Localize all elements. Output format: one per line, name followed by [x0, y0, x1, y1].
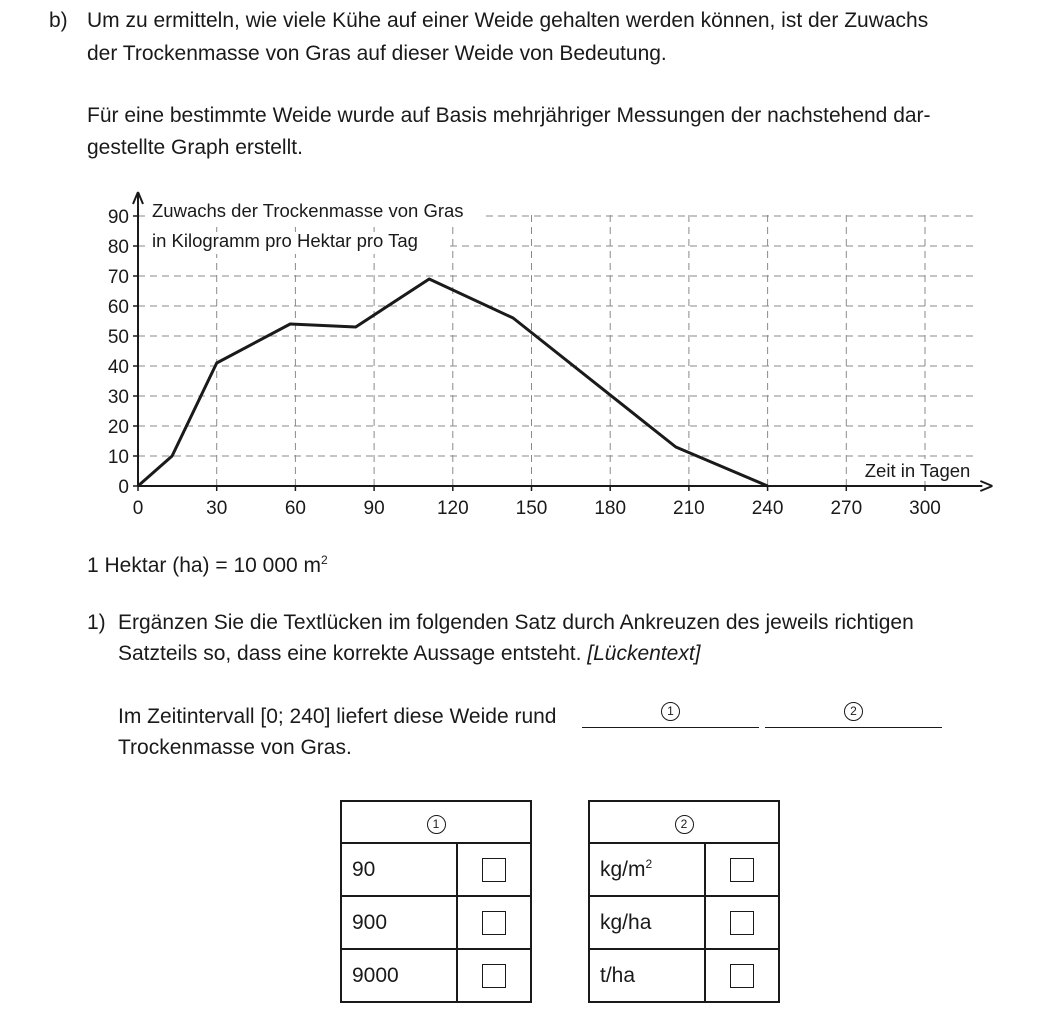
question-line-2: [118, 638, 701, 669]
table-2-checkbox-cell-2: [705, 896, 779, 949]
task-label: b): [49, 9, 68, 32]
table-row: [589, 949, 779, 1002]
table-1-checkbox-cell-2: [457, 896, 531, 949]
x-tick-label: 120: [436, 498, 469, 519]
table-1-header: [341, 801, 531, 843]
table-1-option-1: 90: [341, 843, 457, 896]
table-2-option-1-exponent: 2: [645, 857, 653, 871]
option-9000-checkbox[interactable]: [482, 964, 506, 988]
y-axis-label-line-2: in Kilogramm pro Hektar pro Tag: [152, 230, 418, 251]
y-tick-label: 40: [107, 357, 129, 378]
table-2-header-marker: 2: [675, 815, 694, 834]
hektar-note-text: 1 Hektar (ha) = 10 000 m: [87, 554, 322, 577]
table-1-checkbox-cell-3: [457, 949, 531, 1002]
y-tick-label: 80: [107, 237, 129, 258]
gap-2-marker: 2: [844, 702, 863, 721]
table-row: [341, 843, 531, 896]
hektar-note-exponent: 2: [321, 553, 328, 567]
paragraph-line-1: Für eine bestimmte Weide wurde auf Basis mehrjähriger Messungen der nachstehend dar-: [87, 104, 931, 127]
y-tick-label: 70: [107, 267, 129, 288]
table-1-checkbox-cell-1: [457, 843, 531, 896]
table-row: [341, 896, 531, 949]
question-type-tag: [Lückentext]: [587, 642, 701, 665]
y-tick-label: 50: [107, 327, 129, 348]
gap-1-marker: 1: [661, 702, 680, 721]
option-kg-per-m2-checkbox[interactable]: [730, 858, 754, 882]
option-kg-per-ha-checkbox[interactable]: [730, 911, 754, 935]
paragraph-line-2: gestellte Graph erstellt.: [87, 136, 303, 159]
x-tick-label: 300: [909, 498, 941, 519]
question-line-1: Ergänzen Sie die Textlücken im folgenden Satz durch Ankreuzen des jeweils richtigen: [118, 611, 914, 634]
x-tick-label: 0: [132, 498, 144, 519]
table-2-option-2: [589, 896, 705, 949]
gap-2-line: [765, 727, 942, 728]
x-tick-label: 30: [206, 498, 228, 519]
growth-chart: [0, 180, 1040, 525]
gap-sentence-part-1: Im Zeitintervall [0; 240] liefert diese Weide rund: [118, 705, 557, 728]
table-1-header-marker: 1: [427, 815, 446, 834]
table-2-header: [589, 801, 779, 843]
hektar-conversion-note: [87, 545, 328, 581]
y-tick-label: 90: [107, 207, 129, 228]
data-line: [138, 279, 768, 486]
option-900-checkbox[interactable]: [482, 911, 506, 935]
y-tick-label: 10: [107, 447, 129, 468]
x-tick-label: 240: [751, 498, 784, 519]
x-axis-label: Zeit in Tagen: [864, 460, 971, 481]
intro-line-1: Um zu ermitteln, wie viele Kühe auf einer Weide gehalten werden können, ist der Zuwachs: [87, 9, 929, 32]
table-2-option-2-text: kg/ha: [600, 910, 652, 934]
x-tick-label: 60: [284, 498, 306, 519]
y-tick-label: 30: [107, 387, 129, 408]
y-tick-label: 0: [118, 477, 129, 498]
gap-sentence-part-2: Trockenmasse von Gras.: [118, 736, 352, 759]
option-90-checkbox[interactable]: [482, 858, 506, 882]
y-tick-label: 60: [107, 297, 129, 318]
table-row: [589, 843, 779, 896]
table-2-option-3: [589, 949, 705, 1002]
table-2-option-1-text: kg/m: [600, 858, 646, 881]
table-2-option-1: [589, 843, 705, 896]
gap-1-line: [582, 727, 759, 728]
table-1-option-2: 900: [341, 896, 457, 949]
table-1-option-3: 9000: [341, 949, 457, 1002]
x-tick-label: 150: [515, 498, 548, 519]
table-2-checkbox-cell-1: [705, 843, 779, 896]
question-line-2-text: Satzteils so, dass eine korrekte Aussage entsteht.: [118, 642, 582, 665]
option-t-per-ha-checkbox[interactable]: [730, 964, 754, 988]
table-2-checkbox-cell-3: [705, 949, 779, 1002]
y-tick-label: 20: [107, 417, 129, 438]
table-row: [589, 896, 779, 949]
x-tick-label: 180: [594, 498, 627, 519]
intro-line-2: der Trockenmasse von Gras auf dieser Weide von Bedeutung.: [87, 42, 667, 65]
choice-table-1: [340, 800, 532, 1003]
table-row: [341, 949, 531, 1002]
x-tick-label: 90: [363, 498, 385, 519]
question-label: 1): [87, 611, 106, 634]
table-2-option-3-text: t/ha: [600, 963, 636, 987]
x-tick-label: 210: [673, 498, 705, 519]
x-tick-label: 270: [830, 498, 863, 519]
y-axis-label-line-1: Zuwachs der Trockenmasse von Gras: [152, 200, 464, 221]
choice-table-2: [588, 800, 780, 1003]
